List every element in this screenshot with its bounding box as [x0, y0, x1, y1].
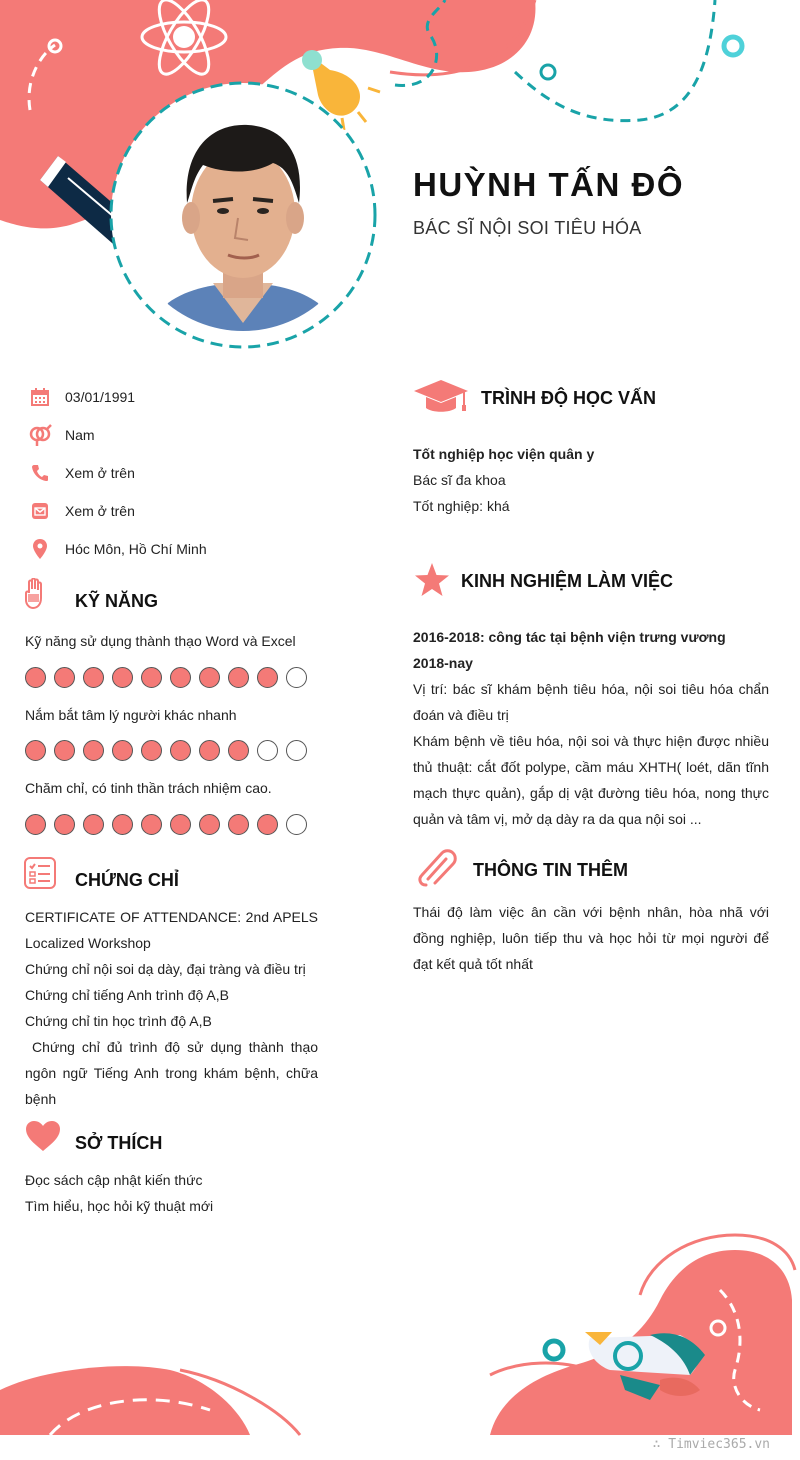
contact-gender [28, 423, 95, 447]
experience-period: 2018-nay [413, 655, 473, 671]
experience-position: Vị trí: bác sĩ khám bệnh tiêu hóa, nội soi tiêu hóa chẩn đoán và điều trị [413, 681, 769, 723]
gender-icon [28, 423, 52, 447]
hobby-item: Tìm hiểu, học hỏi kỹ thuật mới [25, 1198, 214, 1214]
rating-dot-filled [170, 814, 191, 835]
skill-label: Chăm chỉ, có tinh thần trách nhiệm cao. [25, 780, 272, 796]
hand-icon [24, 578, 48, 610]
contact-text: Nam [65, 427, 95, 443]
rating-dot-filled [199, 740, 220, 761]
certificate-item: CERTIFICATE OF ATTENDANCE: 2nd APELS Localized Workshop [25, 909, 318, 951]
contact-address [28, 537, 207, 561]
rating-dot-empty [286, 667, 307, 688]
education-details [413, 441, 769, 519]
skill-label: Nắm bắt tâm lý người khác nhanh [25, 707, 237, 723]
rating-dot-empty [286, 814, 307, 835]
education-school: Tốt nghiệp học viện quân y [413, 446, 595, 462]
footer-decoration [0, 1220, 800, 1460]
hobbies-list [25, 1167, 318, 1219]
rating-dot-filled [112, 740, 133, 761]
contact-birthdate [28, 385, 136, 409]
rating-dot-filled [54, 814, 75, 835]
skill-label: Kỹ năng sử dụng thành thạo Word và Excel [25, 633, 296, 649]
rating-dot-filled [112, 814, 133, 835]
education-grade: Tốt nghiệp: khá [413, 498, 510, 514]
rating-dot-filled [112, 667, 133, 688]
contact-phone [28, 461, 135, 485]
job-title: BÁC SĨ NỘI SOI TIÊU HÓA [413, 218, 642, 238]
rating-dot-empty [286, 740, 307, 761]
experience-title: KINH NGHIỆM LÀM VIỆC [461, 571, 674, 591]
watermark-text: ∴ Timviec365.vn [652, 1437, 770, 1452]
rating-dot-filled [228, 814, 249, 835]
rating-dot-filled [141, 814, 162, 835]
additional-title: THÔNG TIN THÊM [473, 860, 628, 880]
star-icon [414, 563, 450, 597]
certificate-item: Chứng chỉ tin học trình độ A,B [25, 1013, 212, 1029]
skill-rating [25, 740, 307, 762]
rating-dot-filled [141, 740, 162, 761]
experience-period: 2016-2018: công tác tại bệnh viện trưng vương [413, 629, 726, 645]
rating-dot-filled [228, 740, 249, 761]
skills-title: KỸ NĂNG [75, 591, 159, 611]
experience-description: Khám bệnh về tiêu hóa, nội soi và thực hiện được nhiều thủ thuật: cắt đốt polype, cầm máu XHTH( loét, dãn tĩnh mạch thực quản), gắp dị vật đường tiêu hóa, nong thực quản và tâm vị, mở dạ dày ra da qua nội soi ... [413, 733, 769, 827]
rating-dot-empty [257, 740, 278, 761]
skill-rating [25, 667, 307, 689]
graduation-cap-icon [414, 380, 468, 414]
location-pin-icon [28, 537, 52, 561]
rating-dot-filled [199, 814, 220, 835]
profile-photo [113, 83, 373, 343]
rating-dot-filled [170, 667, 191, 688]
additional-text: Thái độ làm việc ân cần với bệnh nhân, hòa nhã với đồng nghiệp, luôn tiếp thu và học hỏi từ mọi người để đạt kết quả tốt nhất [413, 904, 769, 972]
rating-dot-filled [25, 740, 46, 761]
education-major: Bác sĩ đa khoa [413, 472, 506, 488]
certificates-title: CHỨNG CHỈ [75, 870, 179, 890]
rating-dot-filled [199, 667, 220, 688]
paperclip-icon [416, 849, 460, 889]
rating-dot-filled [257, 814, 278, 835]
certificates-list [25, 904, 322, 1112]
contact-text: 03/01/1991 [65, 389, 136, 405]
certificate-item: Chứng chỉ đủ trình độ sử dụng thành thạo ngôn ngữ Tiếng Anh trong khám bệnh, chữa bệnh [25, 1039, 322, 1107]
email-icon [28, 499, 52, 523]
education-title: TRÌNH ĐỘ HỌC VẤN [481, 388, 656, 408]
calendar-icon [28, 385, 52, 409]
rating-dot-filled [25, 814, 46, 835]
rating-dot-filled [228, 667, 249, 688]
candidate-name: HUỲNH TẤN ĐÔ [413, 166, 684, 203]
rating-dot-filled [141, 667, 162, 688]
contact-text: Hóc Môn, Hồ Chí Minh [65, 541, 207, 557]
skill-rating [25, 814, 307, 836]
contact-text: Xem ở trên [65, 465, 135, 481]
certificate-item: Chứng chỉ nội soi dạ dày, đại tràng và điều trị [25, 961, 306, 977]
rating-dot-filled [54, 740, 75, 761]
rating-dot-filled [83, 667, 104, 688]
contact-text: Xem ở trên [65, 503, 135, 519]
rating-dot-filled [25, 667, 46, 688]
rating-dot-filled [170, 740, 191, 761]
rating-dot-filled [83, 740, 104, 761]
hobbies-title: SỞ THÍCH [75, 1133, 163, 1153]
phone-icon [28, 461, 52, 485]
heart-icon [25, 1120, 61, 1152]
certificate-item: Chứng chỉ tiếng Anh trình độ A,B [25, 987, 229, 1003]
rating-dot-filled [257, 667, 278, 688]
experience-details [413, 624, 769, 832]
checklist-icon [24, 857, 56, 889]
hobby-item: Đọc sách cập nhật kiến thức [25, 1172, 203, 1188]
contact-email [28, 499, 135, 523]
rating-dot-filled [54, 667, 75, 688]
rating-dot-filled [83, 814, 104, 835]
